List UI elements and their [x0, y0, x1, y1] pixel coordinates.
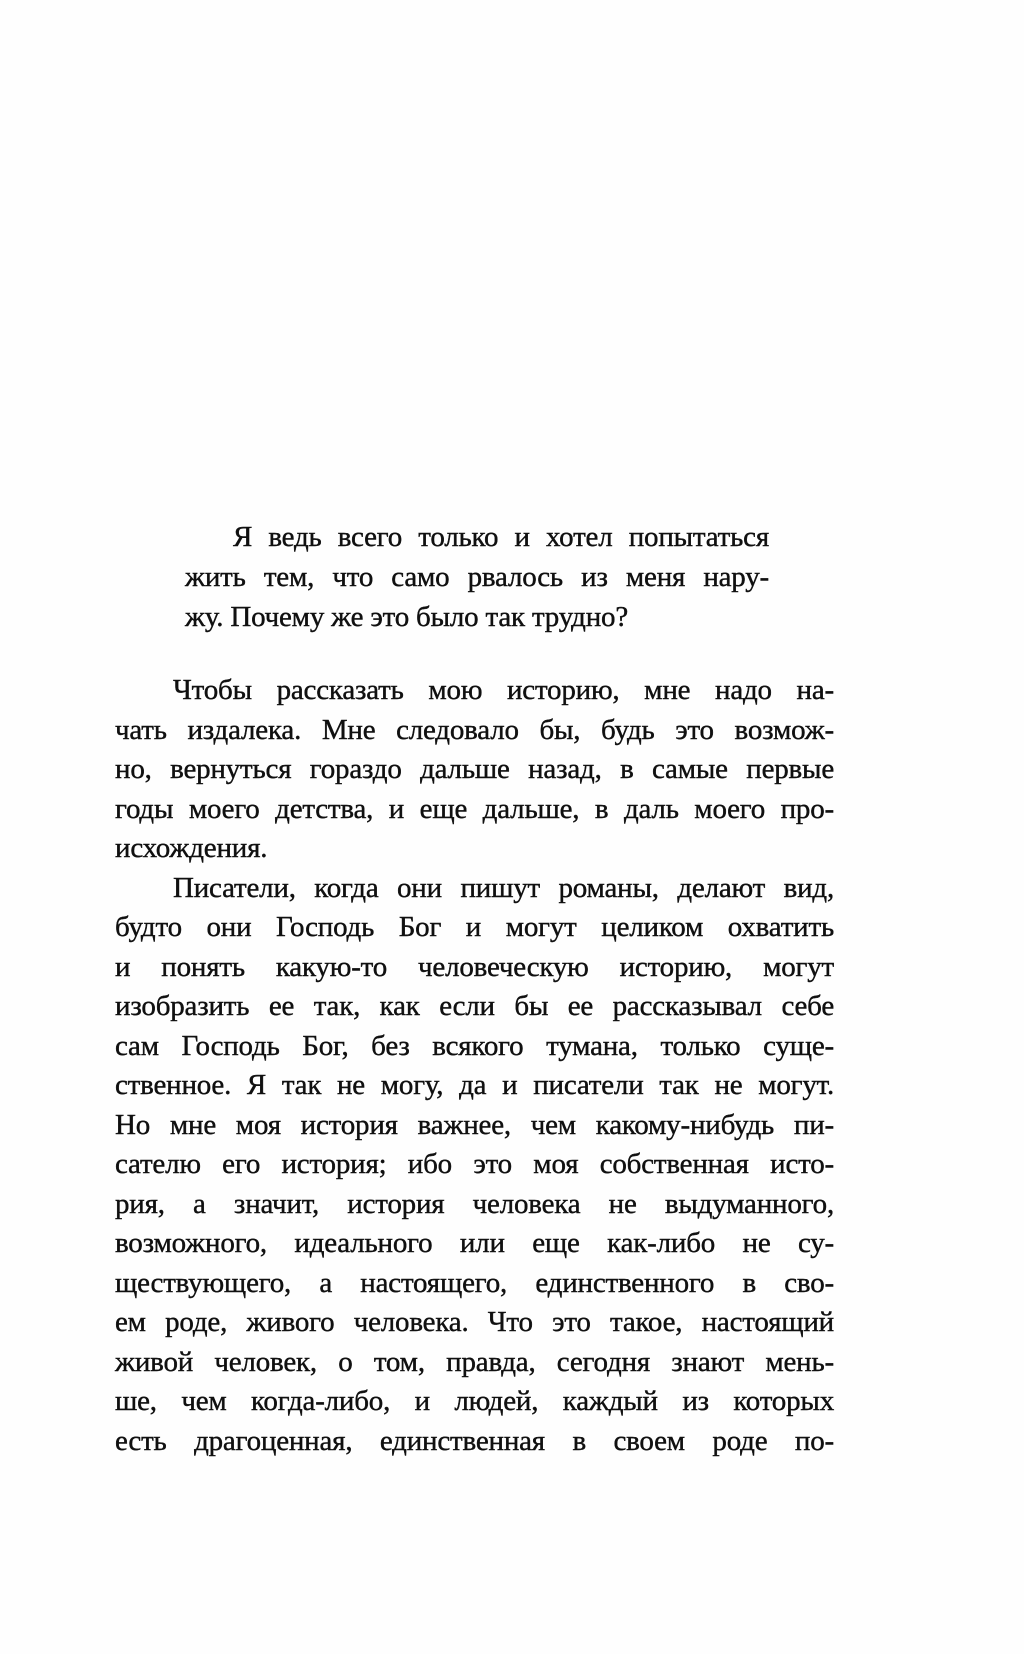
text-line: Чтобы рассказать мою историю, мне надо на- — [173, 674, 834, 706]
text-line: ственное. Я так не могу, да и писатели так не могут. — [115, 1069, 834, 1101]
epigraph — [185, 517, 769, 637]
text-line: Я ведь всего только и хотел попытаться — [233, 521, 769, 553]
text-line: жу. Почему же это было так трудно? — [185, 601, 629, 633]
text-line: сам Господь Бог, без всякого тумана, только суще- — [115, 1029, 834, 1062]
text-line: Но мне моя история важнее, чем какому-нибудь пи- — [115, 1108, 834, 1141]
text-line: сателю его история; ибо это моя собственная исто- — [115, 1148, 834, 1180]
text-line: Писатели, когда они пишут романы, делают вид, — [173, 871, 834, 904]
paragraph — [115, 671, 834, 869]
text-line: возможного, идеального или еще как-либо не су- — [115, 1227, 834, 1259]
body-text — [115, 671, 834, 1461]
text-line: годы моего детства, и еще дальше, в даль моего про- — [115, 792, 834, 825]
text-line: но, вернуться гораздо дальше назад, в самые первые — [115, 753, 834, 785]
text-line: есть драгоценная, единственная в своем роде по- — [115, 1424, 834, 1457]
text-line: будто они Господь Бог и могут целиком охватить — [115, 911, 834, 943]
text-line: ществующего, а настоящего, единственного в сво- — [115, 1266, 834, 1299]
text-line: исхождения. — [115, 832, 268, 864]
paragraph — [115, 869, 834, 1462]
text-line: изобразить ее так, как если бы ее рассказывал себе — [115, 990, 834, 1022]
text-line: ем роде, живого человека. Что это такое, настоящий — [115, 1306, 834, 1338]
text-line: жить тем, что само рвалось из меня нару- — [185, 561, 769, 593]
text-line: ше, чем когда-либо, и людей, каждый из которых — [115, 1385, 834, 1417]
text-line: и понять какую-то человеческую историю, могут — [115, 950, 834, 983]
text-line: живой человек, о том, правда, сегодня знают мень- — [115, 1345, 834, 1378]
text-line: чать издалека. Мне следовало бы, будь это возмож- — [115, 713, 834, 746]
text-line: рия, а значит, история человека не выдуманного, — [115, 1187, 834, 1220]
